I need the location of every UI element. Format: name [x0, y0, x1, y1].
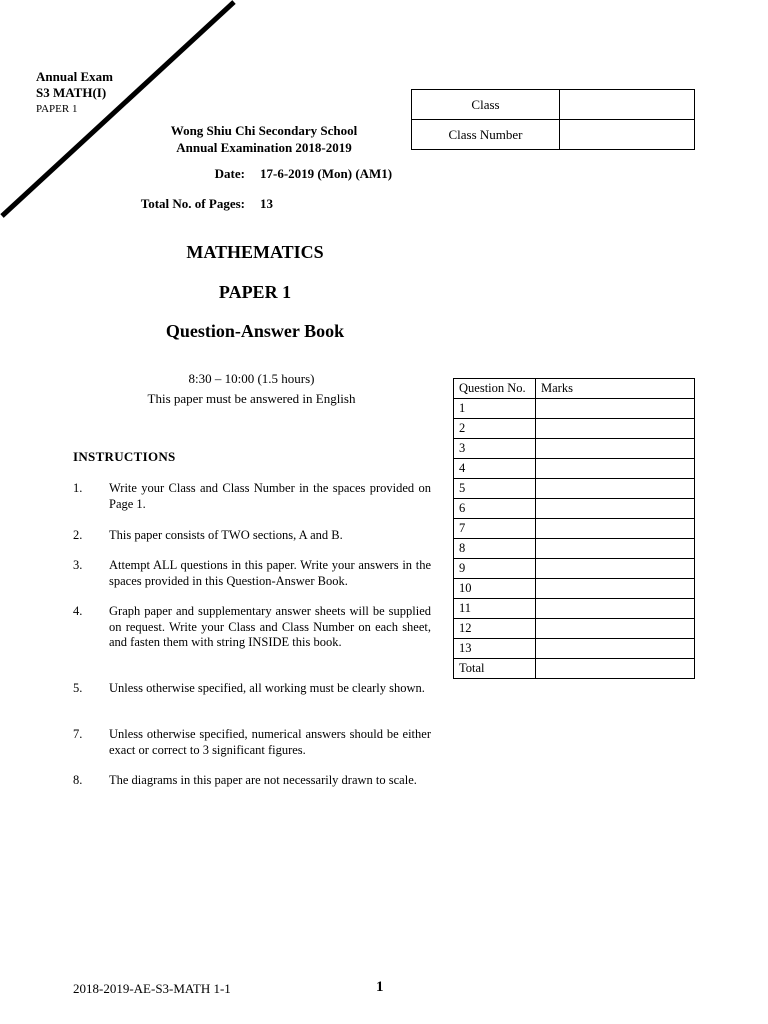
marks-cell[interactable]: [536, 419, 695, 439]
corner-exam-label: Annual Exam: [36, 69, 113, 84]
school-header: [140, 122, 388, 156]
question-number: 13: [454, 639, 536, 659]
class-row: [412, 90, 695, 120]
exam-language-note: This paper must be answered in English: [147, 391, 356, 406]
table-row: [454, 599, 695, 619]
table-row: [454, 519, 695, 539]
instruction-number: 2.: [73, 528, 83, 542]
class-info-table: [411, 89, 695, 150]
total-pages-value: 13: [260, 196, 273, 211]
instruction-text: Graph paper and supplementary answer sheets will be supplied on request. Write your Class and Class Number on each sheet, and fasten them with string INSIDE this book.: [109, 604, 431, 649]
table-row: [454, 619, 695, 639]
date-value: 17-6-2019 (Mon) (AM1): [260, 166, 393, 181]
marks-cell[interactable]: [536, 559, 695, 579]
exam-name: Annual Examination 2018-2019: [176, 140, 352, 155]
question-no-header: Question No.: [454, 379, 536, 399]
table-row: [454, 479, 695, 499]
footer-page-number: 1: [376, 979, 384, 995]
school-name: Wong Shiu Chi Secondary School: [170, 123, 358, 138]
instruction-number: 8.: [73, 773, 83, 787]
table-row: [454, 399, 695, 419]
class-field[interactable]: [560, 90, 695, 120]
marks-table-header: [454, 379, 695, 399]
question-number: 11: [454, 599, 536, 619]
table-row: [454, 499, 695, 519]
question-number: 4: [454, 459, 536, 479]
total-pages-label: Total No. of Pages:: [140, 196, 245, 211]
marks-table: [453, 378, 695, 679]
paper-title: PAPER 1: [218, 282, 292, 302]
question-number: 1: [454, 399, 536, 419]
question-number: 6: [454, 499, 536, 519]
exam-time: 8:30 – 10:00 (1.5 hours): [188, 371, 315, 386]
instruction-text: The diagrams in this paper are not necessarily drawn to scale.: [109, 773, 417, 787]
table-row: [454, 559, 695, 579]
marks-cell[interactable]: [536, 599, 695, 619]
question-number: 2: [454, 419, 536, 439]
table-row: [454, 419, 695, 439]
instructions-heading: INSTRUCTIONS: [73, 449, 176, 464]
marks-cell[interactable]: [536, 459, 695, 479]
table-row-total: [454, 659, 695, 679]
instruction-text: Write your Class and Class Number in the spaces provided on Page 1.: [109, 481, 431, 511]
table-row: [454, 539, 695, 559]
class-label: Class: [412, 90, 560, 120]
corner-subject-label: S3 MATH(I): [36, 85, 107, 100]
marks-cell[interactable]: [536, 579, 695, 599]
instruction-text: Unless otherwise specified, numerical answers should be either exact or correct to 3 significant figures.: [109, 727, 431, 757]
corner-paper-label: PAPER 1: [36, 103, 78, 115]
marks-cell[interactable]: [536, 499, 695, 519]
class-number-row: [412, 120, 695, 150]
marks-cell[interactable]: [536, 399, 695, 419]
table-row: [454, 439, 695, 459]
question-number: 9: [454, 559, 536, 579]
date-label: Date:: [214, 166, 245, 181]
marks-cell[interactable]: [536, 619, 695, 639]
question-number: 10: [454, 579, 536, 599]
total-marks-cell[interactable]: [536, 659, 695, 679]
table-row: [454, 639, 695, 659]
corner-label: [36, 69, 113, 117]
subject-title: MATHEMATICS: [186, 242, 324, 262]
question-number: 8: [454, 539, 536, 559]
instruction-text: Attempt ALL questions in this paper. Write your answers in the spaces provided in this Question-Answer Book.: [109, 558, 431, 588]
book-title: Question-Answer Book: [165, 321, 345, 341]
marks-cell[interactable]: [536, 479, 695, 499]
question-number: 7: [454, 519, 536, 539]
marks-cell[interactable]: [536, 439, 695, 459]
question-number: 12: [454, 619, 536, 639]
instruction-number: 4.: [73, 604, 83, 618]
instruction-number: 1.: [73, 481, 83, 495]
class-number-label: Class Number: [412, 120, 560, 150]
instruction-text: This paper consists of TWO sections, A and B.: [109, 528, 343, 542]
instruction-number: 5.: [73, 681, 83, 695]
footer-paper-code: 2018-2019-AE-S3-MATH 1-1: [73, 981, 231, 996]
instruction-text: Unless otherwise specified, all working must be clearly shown.: [109, 681, 425, 695]
question-number: 3: [454, 439, 536, 459]
table-row: [454, 579, 695, 599]
total-label: Total: [454, 659, 536, 679]
marks-cell[interactable]: [536, 519, 695, 539]
marks-cell[interactable]: [536, 539, 695, 559]
instruction-number: 7.: [73, 727, 83, 741]
class-number-field[interactable]: [560, 120, 695, 150]
table-row: [454, 459, 695, 479]
instruction-number: 3.: [73, 558, 83, 572]
marks-header: Marks: [536, 379, 695, 399]
marks-cell[interactable]: [536, 639, 695, 659]
question-number: 5: [454, 479, 536, 499]
